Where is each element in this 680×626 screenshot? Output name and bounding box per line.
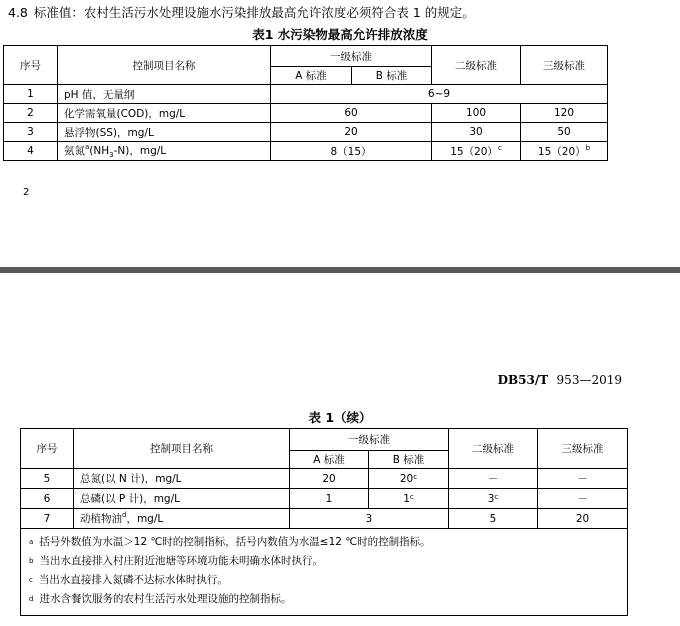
note-item <box>29 590 627 609</box>
row-grade1-value: 60 <box>271 104 432 123</box>
row-grade1-value: 20 <box>271 123 432 142</box>
header-grade1-a: A 标准 <box>271 67 352 85</box>
footnote-mark: c <box>494 492 499 501</box>
footnote-mark: b <box>585 143 591 152</box>
header-grade2: 二级标准 <box>449 429 538 469</box>
note-item <box>29 571 627 590</box>
row-item-name <box>74 509 290 529</box>
table-row <box>4 104 608 123</box>
row-grade1-b-value <box>369 489 449 509</box>
document-code: DB53/T <box>497 373 549 387</box>
footnote-mark: d <box>122 511 127 519</box>
row-item-name: 总氮(以 N 计)，mg/L <box>74 469 290 489</box>
row-grade3-value: － <box>538 469 628 489</box>
value-text: 1 <box>403 492 410 505</box>
row-merged-value: 6~9 <box>271 85 608 104</box>
header-grade2: 二级标准 <box>432 46 521 85</box>
note-item <box>29 552 627 571</box>
note-text: 进水含餐饮服务的农村生活污水处理设施的控制指标。 <box>39 593 292 605</box>
row-item-name: 总磷(以 P 计)，mg/L <box>74 489 290 509</box>
footnote-mark: c <box>497 143 502 152</box>
row-grade3-value: 50 <box>521 123 608 142</box>
row-grade3-value <box>521 142 608 161</box>
item-name-part: ，mg/L <box>126 513 164 525</box>
row-grade2-value <box>432 142 521 161</box>
value-text: 15（20） <box>450 145 498 158</box>
table-row <box>4 85 608 104</box>
page-number: 2 <box>23 187 30 198</box>
table2-caption: 表 1（续） <box>308 410 372 425</box>
table-row <box>21 509 628 529</box>
header-grade1: 一级标准 <box>271 46 432 67</box>
row-grade1-b-value <box>369 469 449 489</box>
row-grade1-a-value: 1 <box>290 489 369 509</box>
header-seq: 序号 <box>21 429 74 469</box>
row-seq: 7 <box>21 509 74 529</box>
note-item <box>29 533 627 552</box>
header-item-name: 控制项目名称 <box>58 46 271 85</box>
row-seq: 2 <box>4 104 58 123</box>
item-name-part: 动植物油 <box>80 513 122 525</box>
header-grade3: 三级标准 <box>521 46 608 85</box>
header-grade1: 一级标准 <box>290 429 449 451</box>
value-text: 3 <box>487 492 495 505</box>
row-item-name: 化学需氧量(COD)，mg/L <box>58 104 271 123</box>
row-grade2-value: 30 <box>432 123 521 142</box>
row-seq: 5 <box>21 469 74 489</box>
row-grade2-value: 5 <box>449 509 538 529</box>
row-seq: 4 <box>4 142 58 161</box>
item-name-part: -N)，mg/L <box>113 144 167 157</box>
note-mark: b <box>29 557 34 565</box>
note-mark: d <box>29 595 34 603</box>
note-mark: c <box>29 576 33 584</box>
table-row <box>21 489 628 509</box>
row-item-name: 悬浮物(SS)，mg/L <box>58 123 271 142</box>
table-row <box>4 142 608 161</box>
value-text: 15（20） <box>537 145 586 158</box>
clause-text: 标准值：农村生活污水处理设施水污染排放最高允许浓度必须符合表 1 的规定。 <box>33 5 475 20</box>
table2-header-row <box>21 429 628 451</box>
row-grade1-value: 8（15） <box>271 142 432 161</box>
subscript: 3 <box>109 151 114 160</box>
item-name-part: 氨氮 <box>64 144 85 157</box>
clause-4-8 <box>8 3 475 21</box>
table1-continued <box>20 428 628 616</box>
item-name-part: (NH <box>89 144 110 157</box>
header-seq: 序号 <box>4 46 58 85</box>
footnote-mark: c <box>409 492 414 501</box>
row-item-name <box>58 142 271 161</box>
row-grade2-value: － <box>449 469 538 489</box>
row-grade2-value <box>449 489 538 509</box>
clause-number: 4.8 <box>8 5 28 20</box>
row-seq: 6 <box>21 489 74 509</box>
table-notes <box>21 529 628 616</box>
table-row <box>21 469 628 489</box>
table-row <box>4 123 608 142</box>
row-grade3-value: － <box>538 489 628 509</box>
footnote-mark: a <box>85 142 90 151</box>
note-mark: a <box>29 538 34 546</box>
row-grade3-value: 120 <box>521 104 608 123</box>
row-grade3-value: 20 <box>538 509 628 529</box>
value-text: 20 <box>399 472 414 485</box>
header-item-name: 控制项目名称 <box>74 429 290 469</box>
footnote-mark: c <box>413 472 418 481</box>
row-seq: 3 <box>4 123 58 142</box>
header-grade3: 三级标准 <box>538 429 628 469</box>
table1-header-row <box>4 46 608 67</box>
row-item-name: pH 值，无量纲 <box>58 85 271 104</box>
page-divider <box>0 267 680 273</box>
header-grade1-b: B 标准 <box>352 67 432 85</box>
table1 <box>3 45 608 161</box>
header-grade1-a: A 标准 <box>290 451 369 469</box>
row-grade1-value: 3 <box>290 509 449 529</box>
header-grade1-b: B 标准 <box>369 451 449 469</box>
row-grade2-value: 100 <box>432 104 521 123</box>
document-year: 953—2019 <box>556 373 622 387</box>
table1-caption: 表1 水污染物最高允许排放浓度 <box>252 27 428 42</box>
row-seq: 1 <box>4 85 58 104</box>
table-notes-row <box>21 529 628 616</box>
note-text: 当出水直接排入村庄附近池塘等环境功能未明确水体时执行。 <box>39 555 323 567</box>
note-text: 括号外数值为水温＞12 ℃时的控制指标，括号内数值为水温≤12 ℃时的控制指标。 <box>39 536 431 548</box>
note-text: 当出水直接排入氮磷不达标水体时执行。 <box>38 574 228 586</box>
row-grade1-a-value: 20 <box>290 469 369 489</box>
document-id <box>498 373 622 387</box>
